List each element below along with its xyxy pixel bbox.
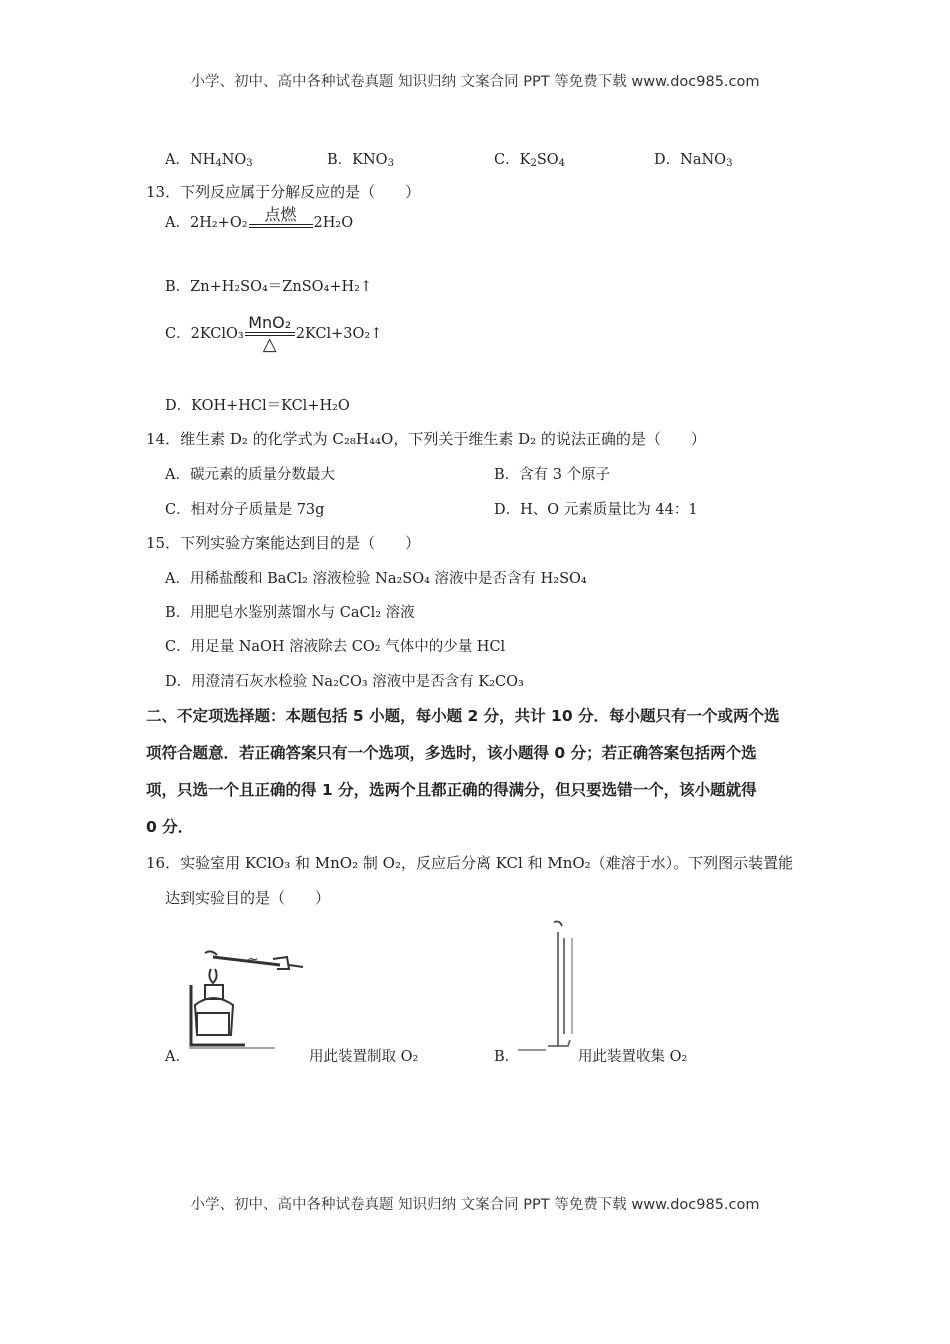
lamp-body [197,1013,229,1035]
catalyst-text: MnO₂ [248,313,292,332]
subscript: 2 [530,158,537,169]
subscript: 4 [215,158,222,169]
q15-option-c: C．用足量 NaOH 溶液除去 CO₂ 气体中的少量 HCl [165,639,506,655]
subscript: 3 [246,158,253,169]
formula-part: KNO [352,152,388,168]
apparatus-a-diagram [185,935,310,1055]
q16-option-b-text: 用此装置收集 O₂ [578,1049,688,1065]
lamp-cap [205,985,223,999]
svg-text:≈: ≈ [247,953,259,969]
tube-bend [548,1040,570,1046]
double-line [249,224,313,228]
q15-stem: 15．下列实验方案能达到目的是（ ） [146,534,421,552]
q15-option-b: B．用肥皂水鉴别蒸馏水与 CaCl₂ 溶液 [165,605,415,621]
subscript: 3 [387,158,394,169]
q12-option-d [654,148,732,169]
equation-left: 2KClO₃ [190,326,244,342]
q13-option-a [165,205,354,234]
apparatus-b-diagram [518,918,580,1058]
reaction-condition [249,206,313,228]
tube-top [554,922,562,927]
q16-stem-line-1: 16．实验室用 KClO₃ 和 MnO₂ 制 O₂，反应后分离 KCl 和 MnO₂（难溶于水）。下列图示装置能 [146,854,794,872]
equation: Zn+H₂SO₄＝ZnSO₄+H₂↑ [190,279,373,295]
section-heading-line-1: 二、不定项选择题：本题包括 5 小题，每小题 2 分，共计 10 分．每小题只有一个或两个选 [146,707,780,725]
tube-clamp [205,951,217,955]
formula-part: K [519,152,531,168]
q13-option-c [165,314,382,354]
q12-option-a [165,148,253,169]
heat-symbol: △ [262,334,277,355]
delivery-tube [289,965,303,967]
q16-option-b-label: B． [494,1049,520,1065]
reaction-condition [245,314,295,354]
subscript: 3 [726,158,733,169]
q16-option-a-text: 用此装置制取 O₂ [309,1049,419,1065]
subscript: 4 [558,158,566,169]
condition-text: 点燃 [264,205,297,224]
q16-stem-line-2: 达到实验目的是（ ） [165,889,331,907]
equation-left: 2H₂+O₂ [189,215,248,231]
formula-part: SO [536,152,559,168]
q12-option-b [327,148,394,169]
q14-option-d: D．H、O 元素质量比为 44：1 [494,502,698,518]
formula-part: NaNO [680,152,727,168]
option-label: C． [494,152,520,168]
q15-option-a: A．用稀盐酸和 BaCl₂ 溶液检验 Na₂SO₄ 溶液中是否含有 H₂SO₄ [165,571,587,587]
flame [209,969,216,983]
section-heading-line-3: 项，只选一个且正确的得 1 分，选两个且都正确的得满分，但只要选错一个，该小题就得 [146,781,757,799]
option-label: A． [165,152,190,168]
q12-option-c [494,148,565,169]
equation: KOH+HCl＝KCl+H₂O [191,398,350,414]
q14-option-b: B．含有 3 个原子 [494,467,611,483]
page-header: 小学、初中、高中各种试卷真题 知识归纳 文案合同 PPT 等免费下载 www.doc985.com [190,74,760,90]
q15-option-d: D．用澄清石灰水检验 Na₂CO₃ 溶液中是否含有 K₂CO₃ [165,674,524,690]
q14-stem: 14．维生素 D₂ 的化学式为 C₂₈H₄₄O，下列关于维生素 D₂ 的说法正确的是（ ） [146,430,706,448]
equation-right: 2KCl+3O₂↑ [295,326,383,342]
q14-option-a: A．碳元素的质量分数最大 [165,467,335,483]
alcohol-lamp [195,998,233,1035]
q16-option-a-label: A． [165,1049,190,1065]
formula-part: NH [189,152,216,168]
option-label: B． [165,279,191,295]
option-label: A． [165,215,190,231]
q13-option-d [165,394,350,415]
q13-option-b [165,275,372,296]
formula-part: NO [221,152,247,168]
option-label: B． [327,152,353,168]
option-label: C． [165,326,191,342]
option-label: D． [165,398,192,414]
page-footer: 小学、初中、高中各种试卷真题 知识归纳 文案合同 PPT 等免费下载 www.doc985.com [190,1197,760,1213]
section-heading-line-4: 0 分． [146,818,194,836]
q13-stem: 13．下列反应属于分解反应的是（ ） [146,183,421,201]
option-label: D． [654,152,681,168]
q14-option-c: C．相对分子质量是 73g [165,502,325,518]
equation-right: 2H₂O [313,215,354,231]
section-heading-line-2: 项符合题意．若正确答案只有一个选项，多选时，该小题得 0 分；若正确答案包括两个选 [146,744,757,762]
